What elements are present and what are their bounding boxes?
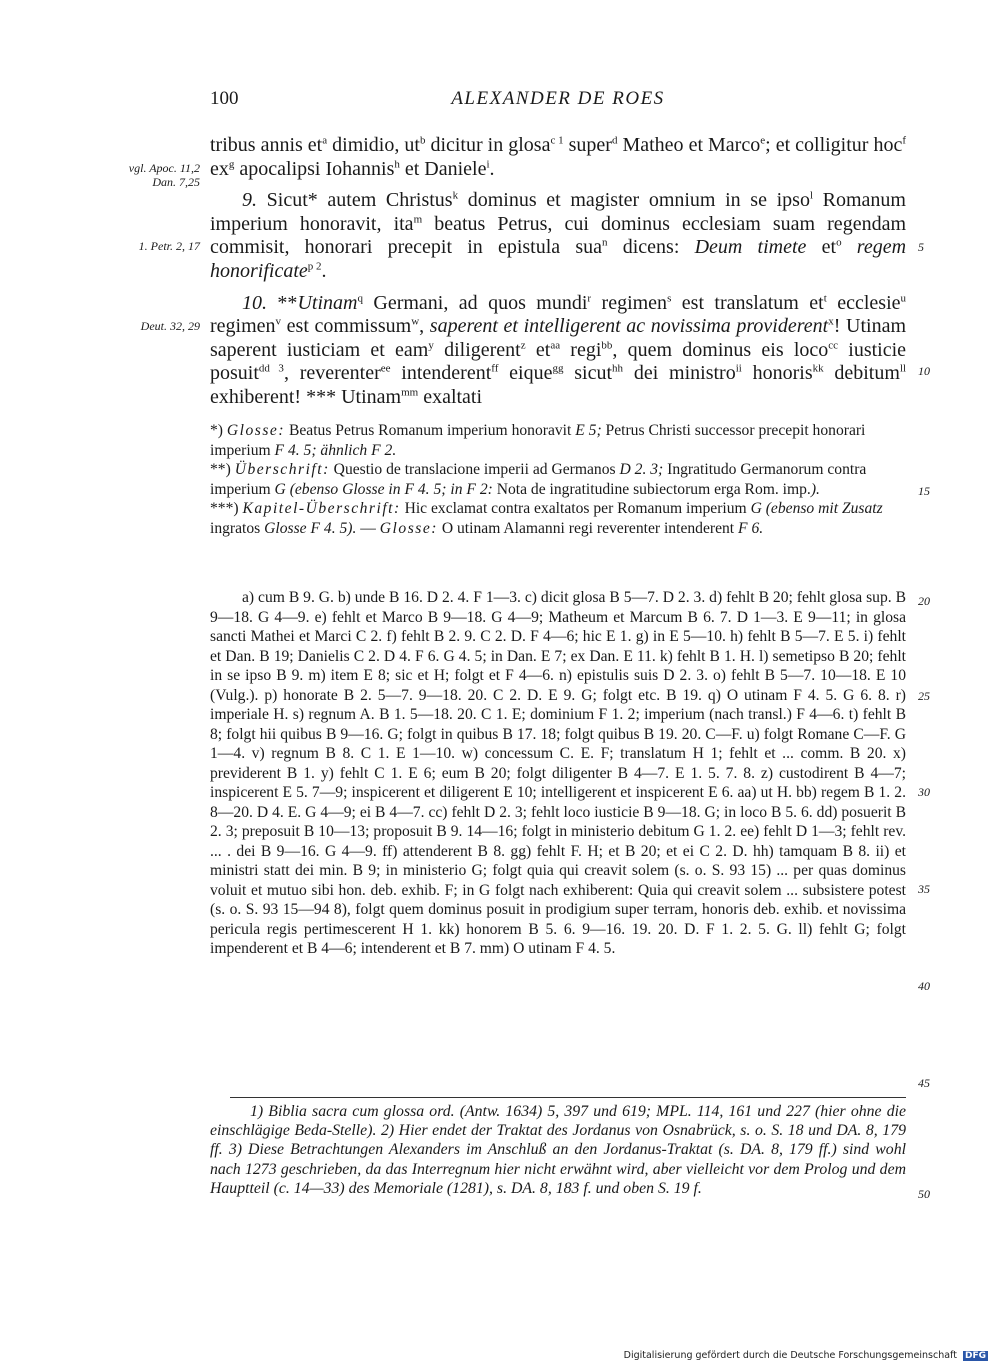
line-number: 5 [918, 240, 924, 254]
line-number: 40 [918, 979, 930, 993]
margin-ref: 1. Petr. 2, 17 [138, 239, 200, 253]
line-number: 45 [918, 1076, 930, 1090]
line-number: 50 [918, 1187, 930, 1201]
line-number: 10 [918, 364, 930, 378]
line-number: 15 [918, 484, 930, 498]
page-header [210, 88, 906, 114]
footnote-text: 1) Biblia sacra cum glossa ord. (Antw. 1634) 5, 397 und 619; MPL. 114, 161 und 227 (hier ohne die einschlägige Beda-Stelle). 2) Hier endet der Traktat des Jordanus von Osnabrück, s. o. S. 18 und DA. 8, 179 ff. 3) Diese Betrachtungen Alexanders im Anschluß an den Jordanus-Traktat (s. DA. 8, 179 ff.) sind wohl nach 1273 geschrieben, da das Interregnum hier nicht erwähnt wird, aber vielleicht vor dem Prolog und dem Hauptteil (c. 14—33) des Memoriale (1281), s. DA. 8, 183 f. und oben S. 19 f. [210, 1103, 906, 1197]
running-title: ALEXANDER DE ROES [451, 88, 665, 109]
footer-text: Digitalisierung gefördert durch die Deutsche Forschungsgemeinschaft [623, 1350, 957, 1361]
gloss-note: **) Überschrift: Questio de translacione imperii ad Germanos D 2. 3; Ingratitudo Germanorum contra imperium G (ebenso Glosse in F 4. 5; in F 2: Nota de ingratitudine subiectorum erga Rom. imp.). [210, 461, 867, 498]
margin-ref: vgl. Apoc. 11,2 [128, 161, 200, 175]
critical-apparatus [210, 588, 906, 959]
dfg-logo: DFG [964, 1351, 986, 1361]
line-number: 35 [918, 882, 930, 896]
apparatus-text: a) cum B 9. G. b) unde B 16. D 2. 4. F 1—3. c) dicit glosa B 5—7. D 2. 3. d) fehlt B 20; fehlt glosa sup. B 9—18. G 4—9. e) fehlt et Marco B 9—18. G 4—9; Matheum et Marcum B 6. 7. D 1—3. E 9—11; in glosa sancti Mathei et Marci C 2. f) fehlt B 2. 9. C 2. D. F 4—6; hic E 1. g) in E 5—10. h) fehlt B 5—7. E 5. i) fehlt et Dan. B 19; Danielis C 2. D 4. F 6. G 4. 5; in Dan. E 7; ex Dan. E 11. k) fehlt B 1. H. l) semetipso B 20; fehlt in se ipso B 9. m) item E 8; sic et H; folgt et F 4—6. n) epistulis suis D 2. 3. o) fehlt B 5—7. 10—18. E 10 (Vulg.). p) honorate B 2. 5—7. 9—18. 20. C 2. D. E 9. G; folgt etc. B 19. q) O utinam F 4. 5. G 6. 8. r) imperiale H. s) regnum A. B 1. 5—18. 20. C 1. E; dominium F 1. 2; imperium (nach transl.) F 4—6. t) fehlt B 8; folgt hii quibus B 9—16. G; folgt in quibus B 17. 18; folgt quibus B 19. 20. C—F. u) folgt Romane C—F. G 1—4. v) regnum B 8. C 1. E 1—10. w) concessum C. E. F; translatum H 1; fehlt et ... comm. B 20. x) previderent B 1. y) fehlt C 1. E 6; eum B 20; folgt diligenter B 4—7. E 1. 5. 7. 8. z) custodirent B 4—7; inspicerent E 5. 7—9; inspicerent et diligerent E 10; intelligerent et inspicerent E 6. aa) ut H. bb) regem B 1. 2. 8—20. D 4. E. G 4—9; ei B 4—7. cc) fehlt D 2. 3; fehlt loco iusticie B 9—18. G; in loco B 5. 6. dd) posuerit B 2. 3; preposuit B 10—13; proposuit B 9. 14—16; folgt in ministerio debitum G 1. 2. ee) fehlt D 1—3; fehlt rev. ... . dei B 9—16. G 4—9. ff) attenderent B 8. gg) fehlt F. H; et B 20; et ei C 2. D. hh) tamquam B 8. ii) et ministri statt dei min. B 9; in ministerio G; folgt quia qui creavit solem (s. o. S. 93 15) ... per quas dominus voluit et mutuo sibi hon. deb. exhib. F; in G folgt nach exhiberent: Quia qui creavit solem ... subsistere potest (s. o. S. 93 15—94 8), folgt quem dominus posuit in prodigium super terram, honoris deb. exhib. et novissima pericula regis pertimescerent H 1. kk) honorem B 5. 6. 9—16. 19. 20. D. F 1. 2. 5. G. ll) fehlt G; folgt impenderent et B 4—6; intenderent et B 7. mm) O utinam F 4. 5. [210, 589, 906, 957]
page-number: 100 [210, 88, 239, 109]
line-number: 30 [918, 785, 930, 799]
footnotes [210, 1102, 906, 1198]
paragraph-10: 10. **Utinam$^q$ Germani, ad quos mundi$^r$ regimen$^s$ est translatum $et^t$ ecclesie$^u$ regimen$^v$ est commissum$^w$, saperent et intelligerent ac novissima providerent$^x$! Utinam saperent iusticiam et eam$^y$ diligerent$^z$ $et^{aa}$ regi$^{bb}$, quem dominus eis loco$^{cc}$ iusticie posuit$^{dd 3}$, reverenter$^{ee}$ intenderent$^{ff}$ eique$^{gg}$ sicut$^{hh}$ dei ministro$^{ii}$ honoris$^{kk}$ debitum$^{ll}$ exhiberent! *** Utinam$^{mm}$ exaltati [210, 291, 907, 408]
main-text [210, 134, 906, 410]
text-lines-1-2: tribus annis $et^a$ dimidio, $ut^b$ dicitur in glosa$^{c 1}$ super$^d$ Matheo et Marco$^e$; et colligitur hoc$^f$ $ex^g$ apocalipsi Iohannis$^h$ et Daniele$^i$. [210, 134, 907, 180]
margin-ref: Dan. 7,25 [152, 175, 200, 189]
footnote-divider [230, 1097, 906, 1098]
line-number: 20 [918, 594, 930, 608]
margin-ref: Deut. 32, 29 [140, 319, 200, 333]
line-number: 25 [918, 689, 930, 703]
gloss-note: *) Glosse: Beatus Petrus Romanum imperium honoravit E 5; Petrus Christi successor precepit honorari imperium F 4. 5; ähnlich F 2. [210, 422, 866, 459]
gloss-note: ***) Kapitel-Überschrift: Hic exclamat contra exaltatos per Romanum imperium G (ebenso mit Zusatz ingratos Glosse F 4. 5). — Glosse: O utinam Alamanni regi reverenter intenderent F 6. [210, 500, 883, 537]
paragraph-9: 9. Sicut* autem Christus$^k$ dominus et magister omnium in se ipso$^l$ Romanum imperium honoravit, ita$^m$ beatus Petrus, cui dominus ecclesiam suam regendam commisit, honorari precepit in epistula sua$^n$ dicens: Deum timete $et^o$ regem honorificate$^{p 2}$. [210, 189, 907, 282]
gloss-notes [210, 421, 906, 538]
digitization-footer [624, 1350, 988, 1361]
